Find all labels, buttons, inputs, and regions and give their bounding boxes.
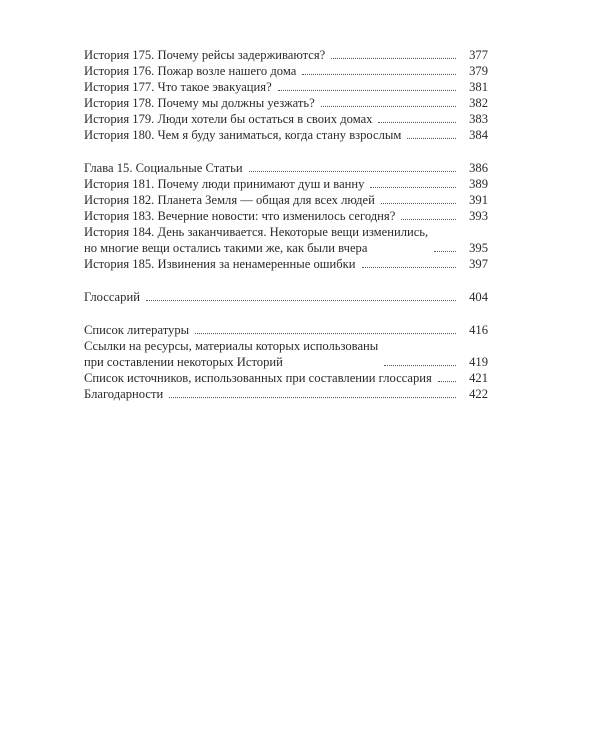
dot-leader [302, 73, 456, 75]
toc-entry-title: История 176. Пожар возле нашего дома [84, 64, 297, 78]
toc-entry-title: История 180. Чем я буду заниматься, когда стану взрослым [84, 128, 402, 142]
toc-entry[interactable] [84, 224, 488, 256]
toc-page-number: 422 [469, 387, 488, 401]
dot-leader [401, 218, 456, 220]
dot-leader [321, 105, 456, 107]
toc-entry-title: Глоссарий [84, 290, 140, 304]
toc-page-number: 404 [469, 290, 488, 304]
toc-entry[interactable] [84, 289, 488, 305]
toc-page-number: 419 [469, 355, 488, 369]
toc-entry[interactable] [84, 111, 488, 127]
toc-page-number: 397 [469, 257, 488, 271]
dot-leader [249, 170, 456, 172]
toc-page-number: 395 [469, 241, 488, 255]
toc-page-number: 386 [469, 161, 488, 175]
toc-entry[interactable] [84, 160, 488, 176]
toc-entry-title: История 177. Что такое эвакуация? [84, 80, 272, 94]
toc-entry-title: Глава 15. Социальные Статьи [84, 161, 243, 175]
toc-page-number: 421 [469, 371, 488, 385]
toc-group-glossary [84, 289, 488, 305]
toc-entry[interactable] [84, 127, 488, 143]
toc-entry[interactable] [84, 338, 488, 370]
toc-entry[interactable] [84, 176, 488, 192]
toc-entry[interactable] [84, 79, 488, 95]
dot-leader [381, 202, 456, 204]
toc-page-number: 377 [469, 48, 488, 62]
dot-leader [146, 299, 456, 301]
dot-leader [195, 332, 456, 334]
toc-entry[interactable] [84, 47, 488, 63]
toc-entry[interactable] [84, 95, 488, 111]
toc-entry-title: История 178. Почему мы должны уезжать? [84, 96, 315, 110]
toc-entry-title: История 181. Почему люди принимают душ и ванну [84, 177, 365, 191]
toc-entry-title: История 183. Вечерние новости: что изменилось сегодня? [84, 209, 396, 223]
toc-entry-title-line: Ссылки на ресурсы, материалы которых использованы [84, 339, 379, 353]
toc-entry-title: Список литературы [84, 323, 190, 337]
dot-leader [331, 57, 456, 59]
toc-page-number: 381 [469, 80, 488, 94]
toc-entry-title: История 182. Планета Земля — общая для всех людей [84, 193, 375, 207]
toc-entry-title: История 179. Люди хотели бы остаться в своих домах [84, 112, 373, 126]
toc-entry[interactable] [84, 322, 488, 338]
dot-leader [384, 364, 456, 366]
toc-page-number: 384 [469, 128, 488, 142]
toc-group-references [84, 322, 488, 402]
toc-entry-title-line: при составлении некоторых Историй [84, 355, 283, 369]
dot-leader [378, 121, 456, 123]
dot-leader [434, 250, 456, 252]
toc-page-number: 416 [469, 323, 488, 337]
toc-entry-title: Благодарности [84, 387, 164, 401]
dot-leader [407, 137, 456, 139]
toc-entry-title: Список источников, использованных при составлении глоссария [84, 371, 432, 385]
toc-group-chapter-15 [84, 160, 488, 272]
dot-leader [438, 380, 456, 382]
dot-leader [278, 89, 456, 91]
dot-leader [169, 396, 456, 398]
toc-entry-title [84, 224, 428, 256]
dot-leader [362, 266, 457, 268]
toc-entry-title: История 175. Почему рейсы задерживаются? [84, 48, 326, 62]
toc-entry-title-line: История 184. День заканчивается. Некоторые вещи изменились, [84, 225, 429, 239]
toc-entry[interactable] [84, 63, 488, 79]
toc-group-stories-175-180 [84, 47, 488, 143]
toc-entry-title-line: но многие вещи остались такими же, как были вчера [84, 241, 368, 255]
toc-entry[interactable] [84, 192, 488, 208]
table-of-contents [84, 47, 488, 419]
toc-page-number: 379 [469, 64, 488, 78]
dot-leader [370, 186, 456, 188]
toc-entry-title [84, 338, 378, 370]
toc-page-number: 383 [469, 112, 488, 126]
toc-entry-title: История 185. Извинения за ненамеренные ошибки [84, 257, 356, 271]
toc-entry[interactable] [84, 256, 488, 272]
toc-page-number: 382 [469, 96, 488, 110]
toc-page-number: 391 [469, 193, 488, 207]
toc-entry[interactable] [84, 208, 488, 224]
toc-page-number: 389 [469, 177, 488, 191]
toc-entry[interactable] [84, 370, 488, 386]
toc-entry[interactable] [84, 386, 488, 402]
toc-page-number: 393 [469, 209, 488, 223]
